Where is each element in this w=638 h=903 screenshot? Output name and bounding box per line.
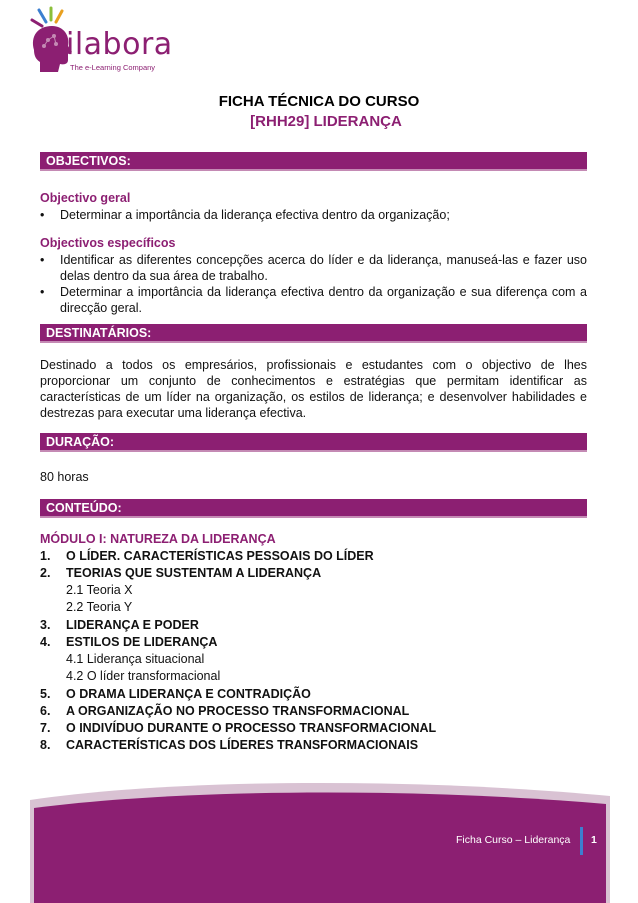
- content-item: O DRAMA LIDERANÇA E CONTRADIÇÃO: [66, 687, 311, 701]
- logo-wordmark: ilabora: [66, 27, 173, 62]
- content-item-number: 5.: [40, 687, 51, 701]
- course-title: [RHH29] LIDERANÇA: [250, 113, 402, 130]
- section-bar-conteudo: [40, 499, 587, 518]
- section-heading: DESTINATÁRIOS:: [46, 326, 152, 340]
- specific-objectives-label: Objectivos específicos: [40, 236, 176, 250]
- section-bar-objectivos: [40, 152, 587, 171]
- general-objective-item: Determinar a importância da liderança efectiva dentro da organização;: [60, 208, 450, 222]
- footer-divider: [580, 827, 583, 855]
- content-subitem: 4.2 O líder transformacional: [66, 669, 221, 683]
- page-footer: [0, 780, 638, 903]
- specific-objective-item: Identificar as diferentes concepções acerca do líder e da liderança, manuseá-las e fazer uso delas dentro da sua área de trabalho.: [60, 253, 587, 283]
- audience-paragraph: Destinado a todos os empresários, profissionais e estudantes com o objectivo de lhes proporcionar um conjunto de conhecimentos e estratégias que permitam identificar as características de um líder na organização, os estilos de liderança; e desenvolver habilidades e destrezas para executar uma liderança efectiva.: [40, 358, 587, 420]
- specific-objective-item: Determinar a importância da liderança efectiva dentro da organização e sua diferença com a direcção geral.: [60, 285, 587, 315]
- content-item-number: 6.: [40, 704, 51, 718]
- content-item-number: 7.: [40, 721, 51, 735]
- bullet-icon: •: [40, 285, 45, 299]
- general-objective-label: Objectivo geral: [40, 191, 131, 205]
- content-item: CARACTERÍSTICAS DOS LÍDERES TRANSFORMACIONAIS: [66, 738, 419, 752]
- section-heading: DURAÇÃO:: [46, 435, 115, 449]
- section-bar-destinatarios: [40, 324, 587, 343]
- content-item: LIDERANÇA E PODER: [66, 618, 199, 632]
- content-subitem: 2.1 Teoria X: [66, 583, 133, 597]
- content-subitem: 4.1 Liderança situacional: [66, 652, 205, 666]
- footer-label: Ficha Curso – Liderança: [456, 834, 571, 846]
- content-item: O INDIVÍDUO DURANTE O PROCESSO TRANSFORMACIONAL: [66, 721, 437, 735]
- page-number: 1: [591, 834, 597, 846]
- content-item: A ORGANIZAÇÃO NO PROCESSO TRANSFORMACIONAL: [66, 704, 410, 718]
- content-item: ESTILOS DE LIDERANÇA: [66, 635, 218, 649]
- section-heading: OBJECTIVOS:: [46, 154, 131, 168]
- logo-tagline: The e-Learning Company: [70, 63, 156, 72]
- content-item: TEORIAS QUE SUSTENTAM A LIDERANÇA: [66, 566, 322, 580]
- bullet-icon: •: [40, 208, 45, 222]
- document-title: FICHA TÉCNICA DO CURSO: [218, 93, 420, 110]
- content-item-number: 8.: [40, 738, 51, 752]
- ilabora-logo: [24, 6, 174, 78]
- section-bar-duracao: [40, 433, 587, 452]
- module-title: MÓDULO I: NATUREZA DA LIDERANÇA: [40, 532, 276, 546]
- bullet-icon: •: [40, 253, 45, 267]
- content-item-number: 1.: [40, 549, 51, 563]
- content-item-number: 2.: [40, 566, 51, 580]
- content-item-number: 3.: [40, 618, 51, 632]
- content-item: O LÍDER. CARACTERÍSTICAS PESSOAIS DO LÍDER: [66, 549, 374, 563]
- section-heading: CONTEÚDO:: [46, 501, 122, 515]
- content-item-number: 4.: [40, 635, 51, 649]
- duration-value: 80 horas: [40, 470, 89, 484]
- content-subitem: 2.2 Teoria Y: [66, 600, 133, 614]
